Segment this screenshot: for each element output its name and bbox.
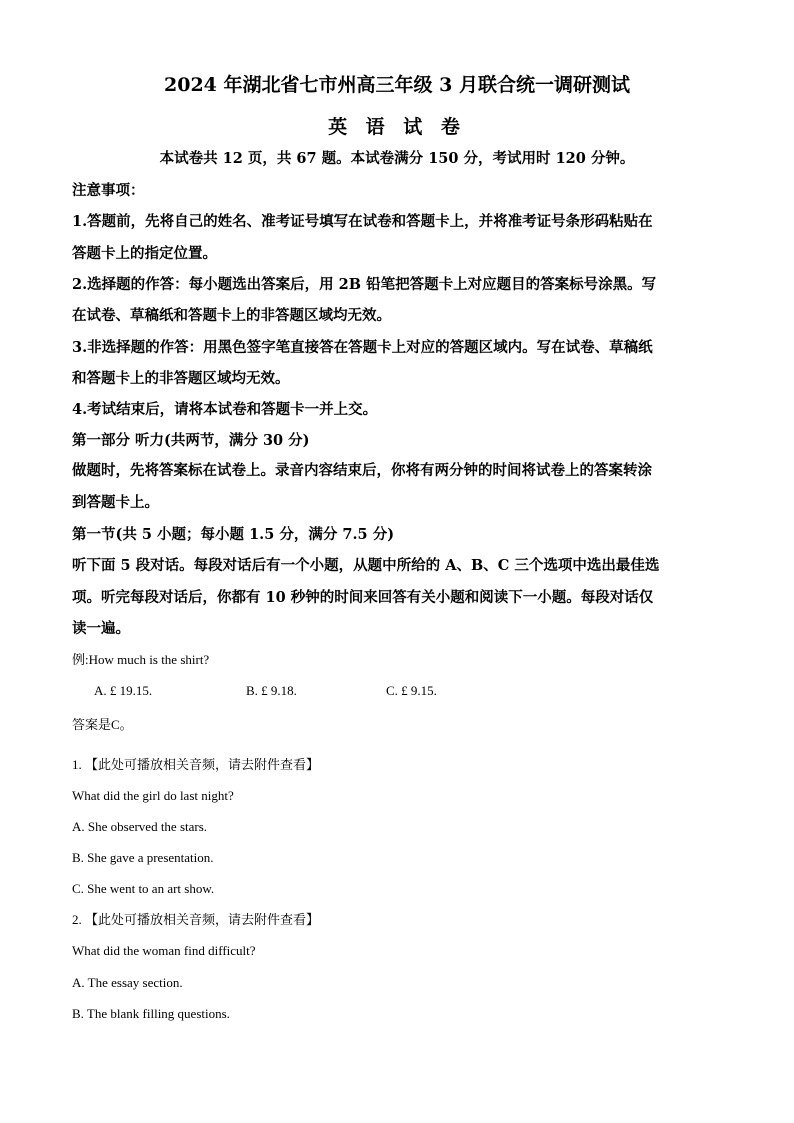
question-2-option-b: B. The blank filling questions. [72,1006,230,1021]
note-2-line-1: 2.选择题的作答：每小题选出答案后，用 2B 铅笔把答题卡上对应题目的答案标号涂黑。写 [72,276,657,293]
question-1-option-b: B. She gave a presentation. [72,850,214,865]
note-2-line-2: 在试卷、草稿纸和答题卡上的非答题区域均无效。 [72,307,391,324]
question-1-option-a: A. She observed the stars. [72,819,208,834]
exam-title: 2024 年湖北省七市州高三年级 3 月联合统一调研测试 [164,74,630,96]
example-answer: 答案是C。 [72,717,133,732]
example-question: 例:How much is the shirt? [72,652,210,667]
section1-instruction-line-3: 读一遍。 [72,620,130,637]
part1-instruction-line-1: 做题时，先将答案标在试卷上。录音内容结束后，你将有两分钟的时间将试卷上的答案转涂 [72,462,652,479]
note-4: 4.考试结束后，请将本试卷和答题卡一并上交。 [72,401,378,418]
question-1-stem: What did the girl do last night? [72,788,234,803]
question-2-option-a: A. The essay section. [72,975,183,990]
example-option-a: A. £ 19.15. [94,683,153,698]
question-1-audio: 1. 【此处可播放相关音频，请去附件查看】 [72,757,320,772]
section1-instruction-line-1: 听下面 5 段对话。每段对话后有一个小题，从题中所给的 A、B、C 三个选项中选出最佳选 [72,557,660,574]
section1-heading: 第一节(共 5 小题；每小题 1.5 分，满分 7.5 分) [72,526,395,543]
note-3-line-2: 和答题卡上的非答题区域均无效。 [72,370,290,387]
example-option-b: B. £ 9.18. [246,683,297,698]
part1-instruction-line-2: 到答题卡上。 [72,494,159,511]
question-1-option-c: C. She went to an art show. [72,881,215,896]
section1-instruction-line-2: 项。听完每段对话后，你都有 10 秒钟的时间来回答有关小题和阅读下一小题。每段对话仅 [72,589,654,606]
example-option-c: C. £ 9.15. [386,683,437,698]
exam-info: 本试卷共 12 页，共 67 题。本试卷满分 150 分，考试用时 120 分钟。 [159,150,635,167]
question-2-stem: What did the woman find difficult? [72,943,256,958]
note-3-line-1: 3.非选择题的作答：用黑色签字笔直接答在答题卡上对应的答题区域内。写在试卷、草稿纸 [72,339,653,356]
part1-heading: 第一部分 听力(共两节，满分 30 分) [72,432,310,449]
note-1-line-2: 答题卡上的指定位置。 [72,245,217,262]
question-2-audio: 2. 【此处可播放相关音频，请去附件查看】 [72,912,320,927]
notes-heading: 注意事项： [72,182,145,199]
exam-subtitle: 英 语 试 卷 [328,116,466,138]
note-1-line-1: 1.答题前，先将自己的姓名、准考证号填写在试卷和答题卡上，并将准考证号条形码粘贴在 [72,213,653,230]
